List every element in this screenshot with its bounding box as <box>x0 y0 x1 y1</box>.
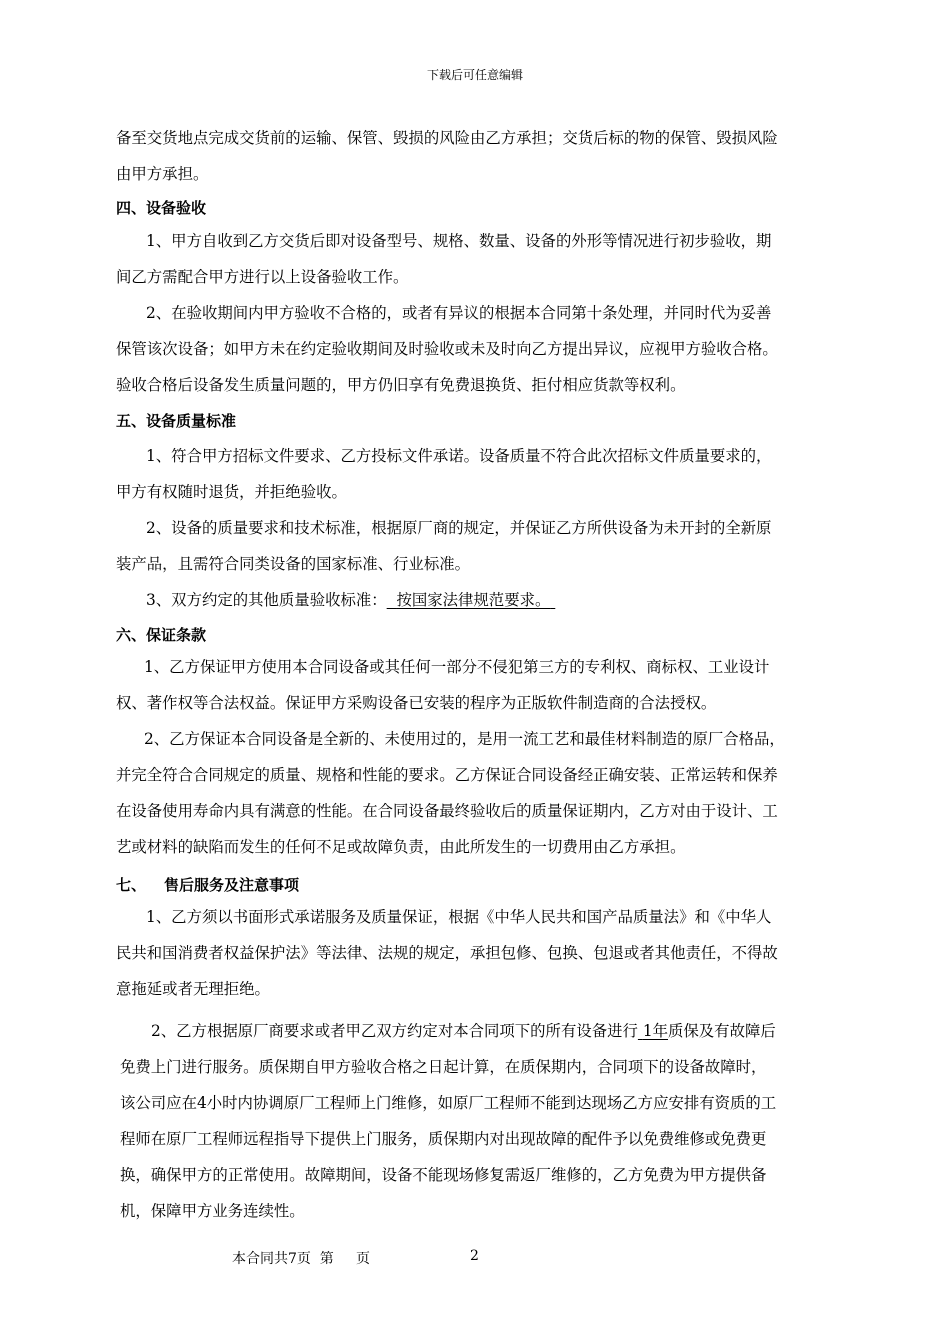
warranty-period <box>638 1022 668 1040</box>
body-line: 2、在验收期间内甲方验收不合格的，或者有异议的根据本合同第十条处理，并同时代为妥善 <box>146 304 772 322</box>
clause-text: 质保及有故障后 <box>668 1022 776 1040</box>
body-line: 备至交货地点完成交货前的运输、保管、毁损的风险由乙方承担；交货后标的物的保管、毁损风险 <box>116 129 778 147</box>
body-line: 免费上门进行服务。质保期自甲方验收合格之日起计算，在质保期内，合同项下的设备故障时， <box>120 1058 767 1076</box>
fill-in-value: 按国家法律规范要求。 <box>396 591 551 609</box>
heading-title: 售后服务及注意事项 <box>164 876 300 894</box>
body-line: 2、设备的质量要求和技术标准，根据原厂商的规定，并保证乙方所供设备为未开封的全新原 <box>146 519 772 537</box>
body-line: 验收合格后设备发生质量问题的，甲方仍旧享有免费退换货、拒付相应货款等权利。 <box>116 376 686 394</box>
page-header: 下载后可任意编辑 <box>426 68 523 82</box>
body-line: 间乙方需配合甲方进行以上设备验收工作。 <box>116 268 409 286</box>
clause-text: 3、双方约定的其他质量验收标准： <box>146 591 387 609</box>
body-line: 换，确保甲方的正常使用。故障期间，设备不能现场修复需返厂维修的，乙方免费为甲方提供备 <box>120 1166 767 1184</box>
body-line: 并完全符合合同规定的质量、规格和性能的要求。乙方保证合同设备经正确安装、正常运转和保养 <box>116 766 778 784</box>
body-line: 1、符合甲方招标文件要求、乙方投标文件承诺。设备质量不符合此次招标文件质量要求的， <box>146 447 772 465</box>
body-line: 该公司应在4小时内协调原厂工程师上门维修，如原厂工程师不能到达现场乙方应安排有资质的工 <box>120 1094 777 1112</box>
body-line: 艺或材料的缺陷而发生的任何不足或故障负责，由此所发生的一切费用由乙方承担。 <box>116 838 686 856</box>
body-line: 1、乙方须以书面形式承诺服务及质量保证，根据《中华人民共和国产品质量法》和《中华人 <box>146 908 772 926</box>
body-line: 民共和国消费者权益保护法》等法律、法规的规定，承担包修、包换、包退或者其他责任，不得故 <box>116 944 778 962</box>
section-heading-6: 六、保证条款 <box>116 626 207 644</box>
body-line: 在设备使用寿命内具有满意的性能。在合同设备最终验收后的质量保证期内，乙方对由于设计、工 <box>116 802 778 820</box>
body-line: 装产品，且需符合同类设备的国家标准、行业标准。 <box>116 555 470 573</box>
body-line: 甲方有权随时退货，并拒绝验收。 <box>116 483 347 501</box>
body-line <box>146 589 555 611</box>
page-number: 2 <box>470 1248 479 1264</box>
section-heading-7 <box>116 874 299 896</box>
body-line: 2、乙方保证本合同设备是全新的、未使用过的，是用一流工艺和最佳材料制造的原厂合格品， <box>144 730 785 748</box>
section-heading-4: 四、设备验收 <box>116 199 207 217</box>
body-line: 1、乙方保证甲方使用本合同设备或其任何一部分不侵犯第三方的专利权、商标权、工业设计 <box>144 658 770 676</box>
body-line: 1、甲方自收到乙方交货后即对设备型号、规格、数量、设备的外形等情况进行初步验收，期 <box>146 232 772 250</box>
underlined-fill-in <box>387 591 556 609</box>
body-line: 保管该次设备；如甲方未在约定验收期间及时验收或未及时向乙方提出异议，应视甲方验收合格。 <box>116 340 778 358</box>
page-count-label: 本合同共7页 第 页 <box>232 1251 371 1267</box>
body-line: 意拖延或者无理拒绝。 <box>116 980 270 998</box>
heading-number: 七、 <box>116 876 147 894</box>
body-line: 由甲方承担。 <box>116 165 209 183</box>
body-line: 程师在原厂工程师远程指导下提供上门服务，质保期内对出现故障的配件予以免费维修或免费更 <box>120 1130 767 1148</box>
body-line: 机，保障甲方业务连续性。 <box>120 1202 305 1220</box>
clause-text: 2、乙方根据原厂商要求或者甲乙双方约定对本合同项下的所有设备进行 <box>151 1022 638 1040</box>
section-heading-5: 五、设备质量标准 <box>116 412 237 430</box>
fill-in-value: 1年 <box>642 1022 668 1040</box>
body-line <box>151 1020 776 1042</box>
body-line: 权、著作权等合法权益。保证甲方采购设备已安装的程序为正版软件制造商的合法授权。 <box>116 694 717 712</box>
